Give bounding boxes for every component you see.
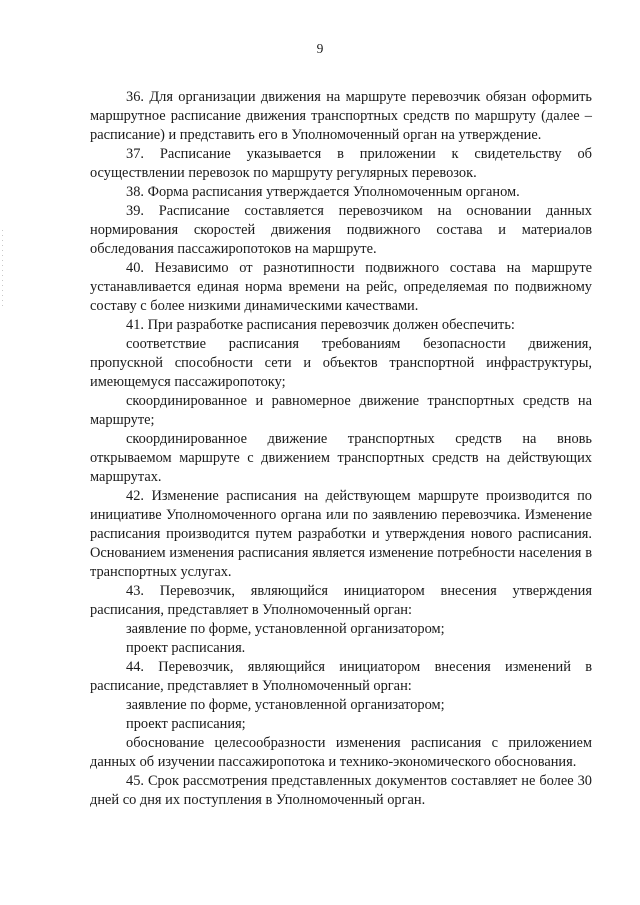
paragraph-38: 38. Форма расписания утверждается Уполномоченным органом. [126,184,520,200]
paragraph-44: 44. Перевозчик, являющийся инициатором внесения изменений в расписание, представляет в Уполномоченный орган: [90,659,592,694]
list-item-43-2: проект расписания. [126,640,246,656]
paragraph-45: 45. Срок рассмотрения представленных документов составляет не более 30 дней со дня их поступления в Уполномоченный орган. [90,773,592,808]
page-number: 9 [316,41,324,56]
list-item-44-3: обоснование целесообразности изменения расписания с приложением данных об изучении пассажиропотока и технико-экономического обоснования. [90,735,592,770]
list-item-44-2: проект расписания; [126,716,246,732]
list-item-41-1: соответствие расписания требованиям безопасности движения, пропускной способности сети и объектов транспортной инфраструктуры, имеющемуся пассажиропотоку; [90,336,592,390]
list-item-41-3: скоординированное движение транспортных средств на вновь открываемом маршруте с движением транспортных средств на действующих маршрутах. [90,431,592,485]
paragraph-37: 37. Расписание указывается в приложении к свидетельству об осуществлении перевозок по маршруту регулярных перевозок. [90,146,592,181]
list-item-41-2: скоординированное и равномерное движение транспортных средств на маршруте; [90,393,592,428]
paragraph-39: 39. Расписание составляется перевозчиком на основании данных нормирования скоростей движения подвижного состава и материалов обследования пассажиропотоков на маршруте. [90,203,592,257]
paragraph-40: 40. Независимо от разнотипности подвижного состава на маршруте устанавливается единая норма времени на рейс, определяемая по подвижному составу с более низкими динамическими качествами. [90,260,592,314]
document-body [90,88,592,810]
list-item-43-1: заявление по форме, установленной организатором; [126,621,445,637]
list-item-44-1: заявление по форме, установленной организатором; [126,697,445,713]
paragraph-43: 43. Перевозчик, являющийся инициатором внесения утверждения расписания, представляет в Уполномоченный орган: [90,583,592,618]
paragraph-36: 36. Для организации движения на маршруте перевозчик обязан оформить маршрутное расписание движения транспортных средств по маршруту (далее – расписание) и представить его в Уполномоченный орган на утверждение. [90,89,592,143]
margin-scan-mark [2,230,3,310]
paragraph-41: 41. При разработке расписания перевозчик должен обеспечить: [126,317,515,333]
paragraph-42: 42. Изменение расписания на действующем маршруте производится по инициативе Уполномоченного органа или по заявлению перевозчика. Изменение расписания производится путем разработки и утверждения нового расписания. Основанием изменения расписания является изменение потребности населения в транспортных услугах. [90,488,592,580]
